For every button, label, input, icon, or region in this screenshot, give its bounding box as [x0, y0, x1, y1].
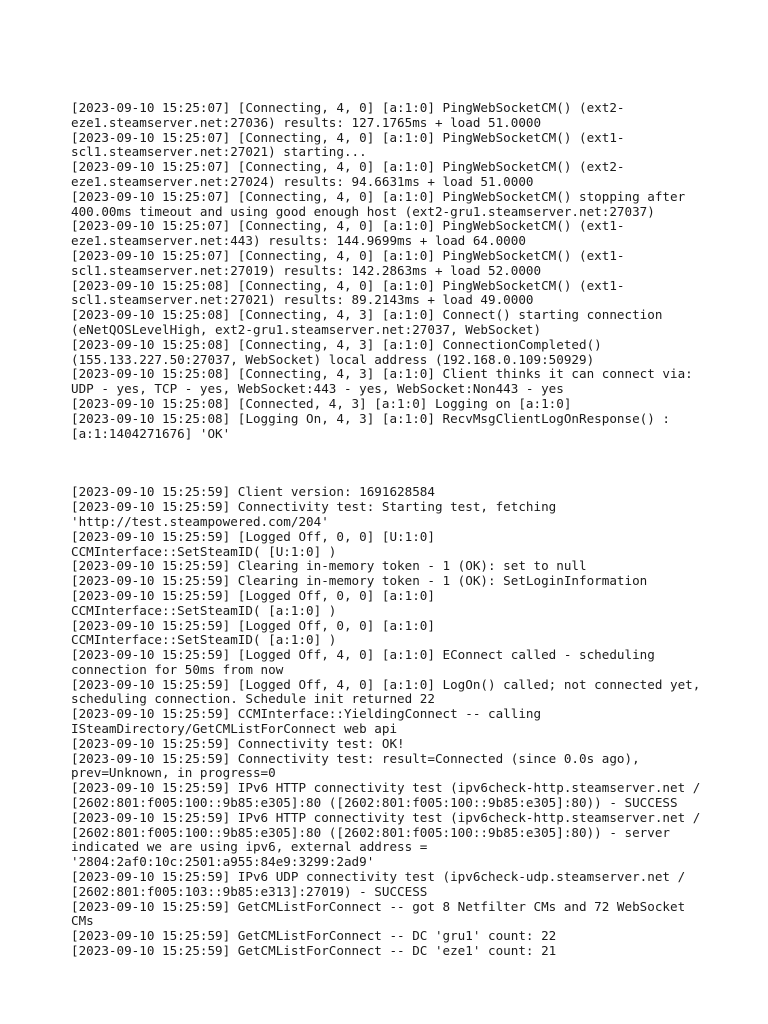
log-line: [2023-09-10 15:25:07] [Connecting, 4, 0] [a:1:0] PingWebSocketCM() (ext1-: [71, 129, 625, 145]
log-line: [2023-09-10 15:25:08] [Connected, 4, 3] [a:1:0] Logging on [a:1:0]: [71, 395, 572, 411]
log-line: [2023-09-10 15:25:07] [Connecting, 4, 0] [a:1:0] PingWebSocketCM() (ext2-: [71, 100, 625, 115]
log-line: [2023-09-10 15:25:59] Connectivity test: OK!: [71, 735, 405, 751]
log-line: [2602:801:f005:103::9b85:e313]:27019) - SUCCESS: [71, 883, 428, 899]
log-line: UDP - yes, TCP - yes, WebSocket:443 - yes, WebSocket:Non443 - yes: [71, 381, 564, 397]
log-line: indicated we are using ipv6, external address =: [71, 839, 428, 855]
log-line: [2023-09-10 15:25:59] Clearing in-memory token - 1 (OK): SetLoginInformation: [71, 573, 648, 589]
log-line: [2023-09-10 15:25:07] [Connecting, 4, 0] [a:1:0] PingWebSocketCM() (ext2-: [71, 159, 625, 175]
log-line: [2023-09-10 15:25:59] GetCMListForConnect -- DC 'gru1' count: 22: [71, 928, 557, 944]
log-document: [71, 101, 721, 959]
log-line: [2023-09-10 15:25:07] [Connecting, 4, 0] [a:1:0] PingWebSocketCM() stopping after: [71, 188, 686, 204]
log-line: scheduling connection. Schedule init returned 22: [71, 691, 435, 707]
log-line: (155.133.227.50:27037, WebSocket) local address (192.168.0.109:50929): [71, 351, 595, 367]
log-line: '2804:2af0:10c:2501:a955:84e9:3299:2ad9': [71, 854, 375, 870]
log-line: [2023-09-10 15:25:07] [Connecting, 4, 0] [a:1:0] PingWebSocketCM() (ext1-: [71, 247, 625, 263]
log-line: scl1.steamserver.net:27021) results: 89.2143ms + load 49.0000: [71, 292, 534, 308]
log-line: [2023-09-10 15:25:59] Connectivity test: result=Connected (since 0.0s ago),: [71, 750, 640, 766]
log-line: [2023-09-10 15:25:59] IPv6 UDP connectivity test (ipv6check-udp.steamserver.net /: [71, 869, 686, 885]
log-line: [2023-09-10 15:25:59] GetCMListForConnect -- DC 'eze1' count: 21: [71, 943, 557, 959]
log-line: [2023-09-10 15:25:08] [Logging On, 4, 3] [a:1:0] RecvMsgClientLogOnResponse() :: [71, 410, 670, 426]
log-line: [2023-09-10 15:25:59] IPv6 HTTP connectivity test (ipv6check-http.steamserver.net /: [71, 780, 701, 796]
log-line: CMs: [71, 913, 94, 929]
log-line: [2023-09-10 15:25:59] Client version: 1691628584: [71, 484, 435, 500]
log-line: [2023-09-10 15:25:59] [Logged Off, 0, 0] [U:1:0]: [71, 528, 435, 544]
log-line: [2023-09-10 15:25:59] [Logged Off, 0, 0] [a:1:0]: [71, 617, 435, 633]
log-line: 400.00ms timeout and using good enough host (ext2-gru1.steamserver.net:27037): [71, 203, 655, 219]
log-line: [2023-09-10 15:25:59] [Logged Off, 4, 0] [a:1:0] EConnect called - scheduling: [71, 647, 655, 663]
log-line: [2023-09-10 15:25:59] [Logged Off, 4, 0] [a:1:0] LogOn() called; not connected yet,: [71, 676, 701, 692]
log-line: [2023-09-10 15:25:59] IPv6 HTTP connectivity test (ipv6check-http.steamserver.net /: [71, 809, 701, 825]
log-line: CCMInterface::SetSteamID( [a:1:0] ): [71, 632, 337, 648]
log-block-connection: [71, 101, 721, 441]
log-line: [2023-09-10 15:25:08] [Connecting, 4, 3] [a:1:0] Client thinks it can connect via:: [71, 366, 693, 382]
log-line: [2023-09-10 15:25:08] [Connecting, 4, 3] [a:1:0] ConnectionCompleted(): [71, 336, 602, 352]
log-line: scl1.steamserver.net:27019) results: 142.2863ms + load 52.0000: [71, 262, 542, 278]
log-line: CCMInterface::SetSteamID( [a:1:0] ): [71, 602, 337, 618]
log-line: CCMInterface::SetSteamID( [U:1:0] ): [71, 543, 337, 559]
log-line: [2023-09-10 15:25:07] [Connecting, 4, 0] [a:1:0] PingWebSocketCM() (ext1-: [71, 218, 625, 234]
log-line: connection for 50ms from now: [71, 661, 284, 677]
log-line: [2023-09-10 15:25:59] Clearing in-memory token - 1 (OK): set to null: [71, 558, 587, 574]
log-line: ISteamDirectory/GetCMListForConnect web api: [71, 721, 398, 737]
log-line: [2023-09-10 15:25:59] CCMInterface::YieldingConnect -- calling: [71, 706, 542, 722]
log-line: (eNetQOSLevelHigh, ext2-gru1.steamserver.net:27037, WebSocket): [71, 321, 542, 337]
log-line: prev=Unknown, in progress=0: [71, 765, 276, 781]
log-line: eze1.steamserver.net:27036) results: 127.1765ms + load 51.0000: [71, 114, 542, 130]
log-line: [2023-09-10 15:25:08] [Connecting, 4, 0] [a:1:0] PingWebSocketCM() (ext1-: [71, 277, 625, 293]
log-line: scl1.steamserver.net:27021) starting...: [71, 144, 367, 160]
log-line: [2602:801:f005:100::9b85:e305]:80 ([2602:801:f005:100::9b85:e305]:80)) - server: [71, 824, 670, 840]
log-line: [2023-09-10 15:25:59] [Logged Off, 0, 0] [a:1:0]: [71, 587, 435, 603]
log-line: [2023-09-10 15:25:08] [Connecting, 4, 3] [a:1:0] Connect() starting connection: [71, 307, 663, 323]
log-line: [2602:801:f005:100::9b85:e305]:80 ([2602:801:f005:100::9b85:e305]:80)) - SUCCESS: [71, 795, 678, 811]
log-block-client-startup: [71, 485, 721, 959]
log-line: eze1.steamserver.net:27024) results: 94.6631ms + load 51.0000: [71, 173, 534, 189]
log-line: eze1.steamserver.net:443) results: 144.9699ms + load 64.0000: [71, 233, 526, 249]
log-line: [a:1:1404271676] 'OK': [71, 425, 231, 441]
log-line: [2023-09-10 15:25:59] Connectivity test: Starting test, fetching: [71, 499, 557, 515]
log-line: [2023-09-10 15:25:59] GetCMListForConnect -- got 8 Netfilter CMs and 72 WebSocket: [71, 898, 686, 914]
log-line: 'http://test.steampowered.com/204': [71, 513, 329, 529]
